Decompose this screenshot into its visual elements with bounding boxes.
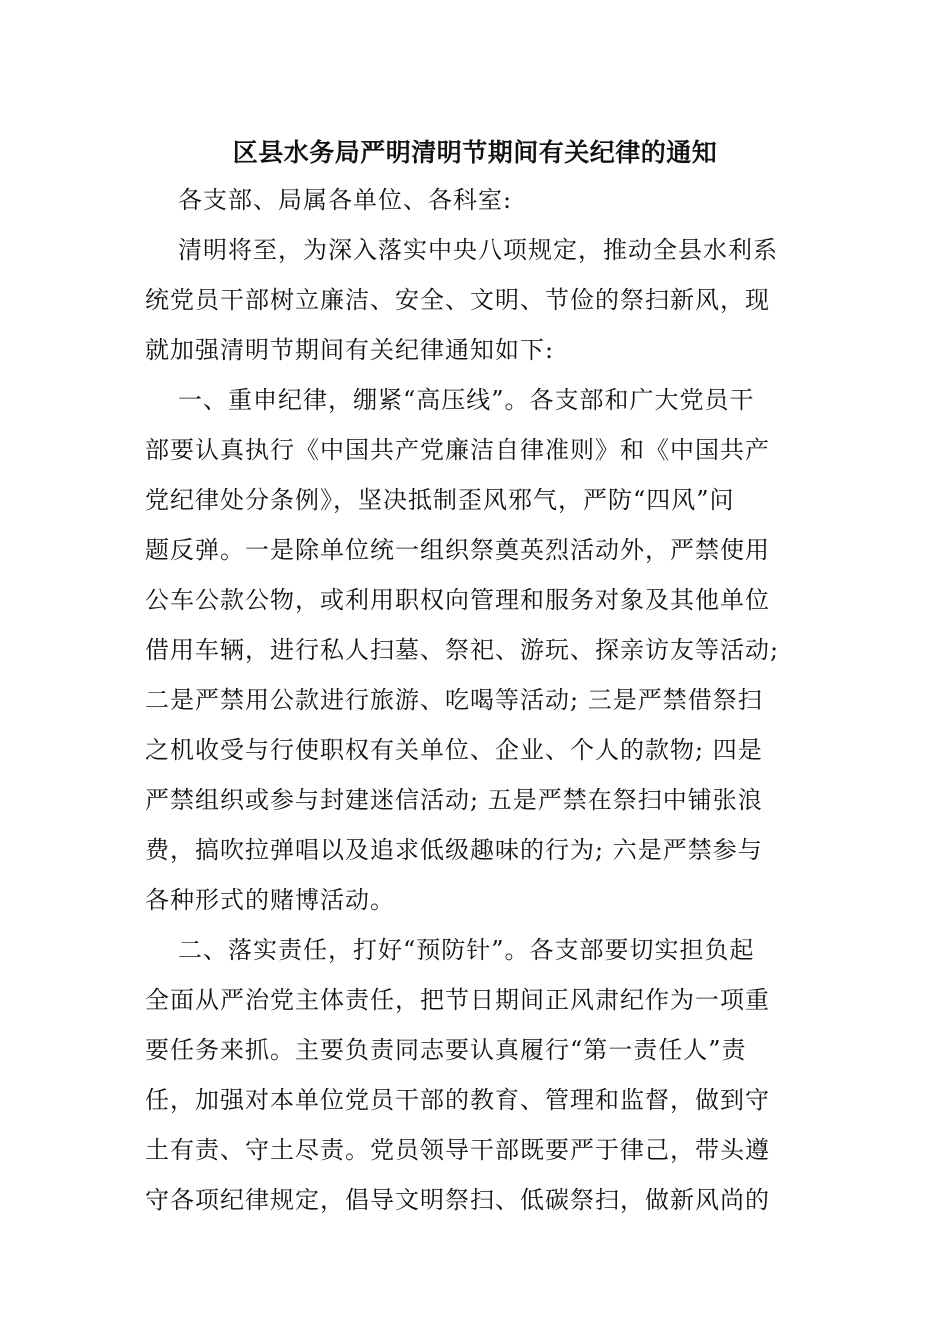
body-line-5: 部要认真执行《中国共产党廉洁自律准则》和《中国共产	[145, 436, 770, 464]
body-line-15: 二、落实责任，打好“预防针”。各支部要切实担负起	[178, 936, 755, 964]
body-line-1: 清明将至，为深入落实中央八项规定，推动全县水利系	[178, 236, 778, 264]
document-title: 区县水务局严明清明节期间有关纪律的通知	[232, 138, 718, 167]
body-line-10: 二是严禁用公款进行旅游、吃喝等活动; 三是严禁借祭扫	[145, 686, 763, 714]
body-line-12: 严禁组织或参与封建迷信活动; 五是严禁在祭扫中铺张浪	[145, 786, 763, 814]
body-line-11: 之机收受与行使职权有关单位、企业、个人的款物; 四是	[145, 736, 763, 764]
body-line-2: 统党员干部树立廉洁、安全、文明、节俭的祭扫新风，现	[145, 286, 770, 314]
body-line-7: 题反弹。一是除单位统一组织祭奠英烈活动外，严禁使用	[145, 536, 770, 564]
body-line-6: 党纪律处分条例》，坚决抵制歪风邪气，严防“四风”问	[145, 486, 735, 514]
body-line-14: 各种形式的赌博活动。	[145, 886, 395, 914]
body-line-19: 土有责、守土尽责。党员领导干部既要严于律己，带头遵	[145, 1136, 770, 1164]
body-line-8: 公车公款公物，或利用职权向管理和服务对象及其他单位	[145, 586, 770, 614]
body-line-3: 就加强清明节期间有关纪律通知如下:	[145, 336, 555, 364]
body-line-9: 借用车辆，进行私人扫墓、祭祀、游玩、探亲访友等活动;	[145, 636, 780, 664]
body-line-4: 一、重申纪律，绷紧“高压线”。各支部和广大党员干	[178, 386, 755, 414]
body-line-13: 费，搞吹拉弹唱以及追求低级趣味的行为; 六是严禁参与	[145, 836, 763, 864]
body-line-18: 任，加强对本单位党员干部的教育、管理和监督，做到守	[145, 1086, 770, 1114]
salutation-line: 各支部、局属各单位、各科室:	[178, 186, 513, 214]
body-line-16: 全面从严治党主体责任，把节日期间正风肃纪作为一项重	[145, 986, 770, 1014]
body-line-17: 要任务来抓。主要负责同志要认真履行“第一责任人”责	[145, 1036, 747, 1064]
body-line-20: 守各项纪律规定，倡导文明祭扫、低碳祭扫，做新风尚的	[145, 1186, 770, 1214]
